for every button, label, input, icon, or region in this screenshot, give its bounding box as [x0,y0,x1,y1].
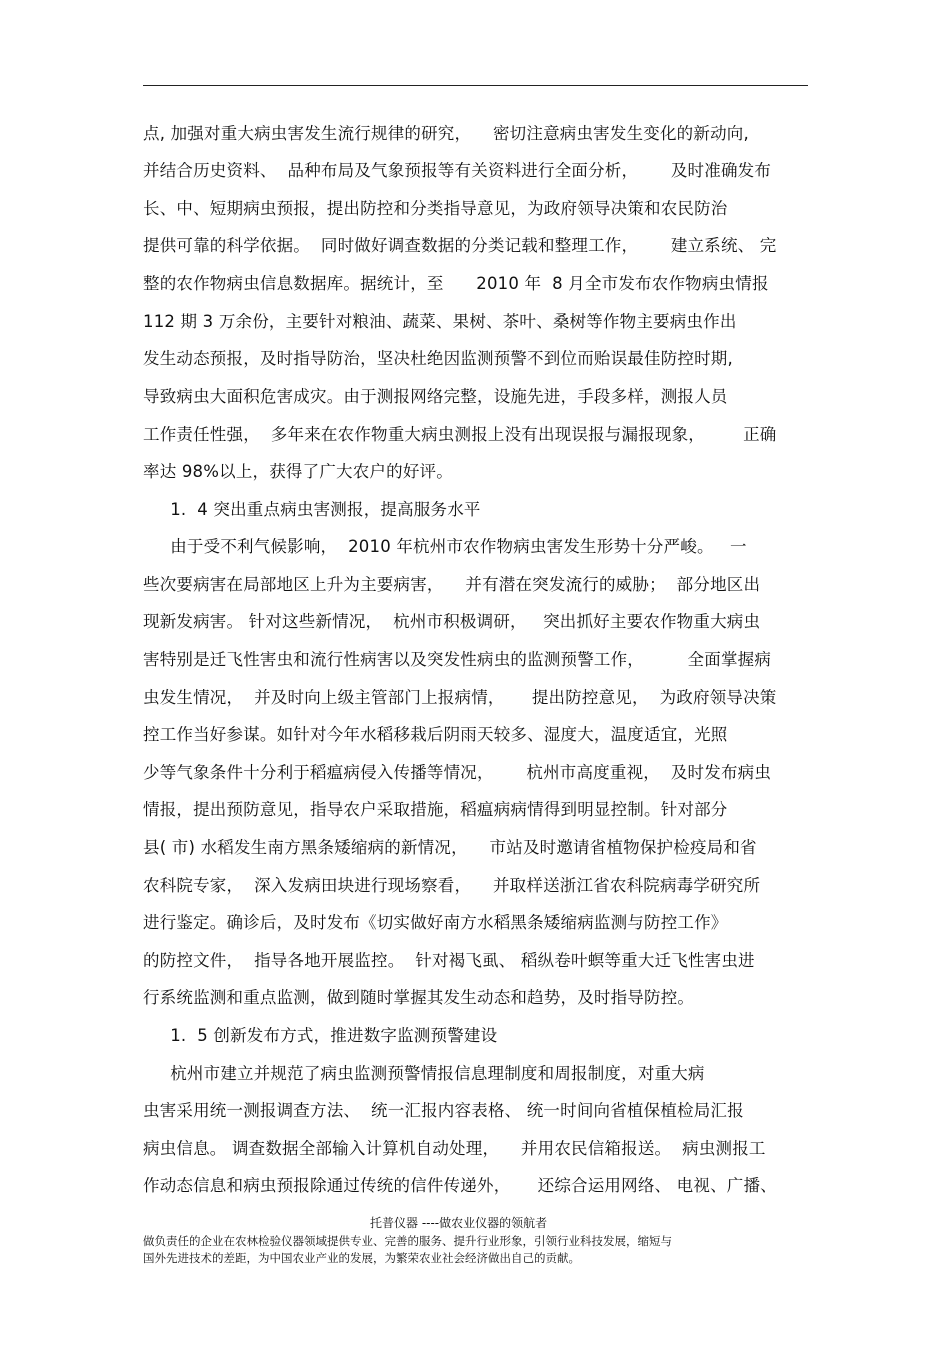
body-line: 农科院专家， 深入发病田块进行现场察看， 并取样送浙江省农科院病毒学研究所 [143,876,761,895]
body-line: 作动态信息和病虫预报除通过传统的信件传递外， 还综合运用网络、 电视、广播、 [143,1176,777,1195]
body-line: 整的农作物病虫信息数据库。据统计，至 2010 年 8 月全市发布农作物病虫情报 [143,274,769,293]
body-line: 病虫信息。 调查数据全部输入计算机自动处理， 并用农民信箱报送。 病虫测报工 [143,1139,766,1158]
body-line: 控工作当好参谋。如针对今年水稻移栽后阴雨天较多、湿度大，温度适宜，光照 [143,725,728,744]
body-line: 导致病虫大面积危害成灾。由于测报网络完整，设施先进，手段多样，测报人员 [143,387,728,406]
body-line: 率达 98%以上，获得了广大农户的好评。 [143,462,453,481]
header-rule [143,85,808,86]
body-line: 工作责任性强， 多年来在农作物重大病虫测报上没有出现误报与漏报现象， 正确 [143,425,777,444]
body-line: 并结合历史资料、 品种布局及气象预报等有关资料进行全面分析， 及时准确发布 [143,161,772,180]
footer-line: 国外先进技术的差距，为中国农业产业的发展，为繁荣农业社会经济做出自己的贡献。 [143,1251,580,1265]
body-line: 杭州市建立并规范了病虫监测预警情报信息理制度和周报制度，对重大病 [143,1064,705,1083]
body-line: 县( 市) 水稻发生南方黑条矮缩病的新情况， 市站及时邀请省植物保护检疫局和省 [143,838,757,857]
body-line: 提供可靠的科学依据。 同时做好调查数据的分类记载和整理工作， 建立系统、 完 [143,236,777,255]
body-line: 由于受不利气候影响， 2010 年杭州市农作物病虫害发生形势十分严峻。 一 [143,537,747,556]
body-line: 点, 加强对重大病虫害发生流行规律的研究， 密切注意病虫害发生变化的新动向, [143,124,749,143]
body-line: 发生动态预报，及时指导防治，坚决杜绝因监测预警不到位而贻误最佳防控时期, [143,349,733,368]
body-line: 进行鉴定。确诊后，及时发布《切实做好南方水稻黑条矮缩病监测与防控工作》 [143,913,728,932]
body-line: 112 期 3 万余份，主要针对粮油、蔬菜、果树、茶叶、桑树等作物主要病虫作出 [143,312,737,331]
body-line: 的防控文件， 指导各地开展监控。 针对褐飞虱、 稻纵卷叶螟等重大迁飞性害虫进 [143,951,755,970]
body-line: 虫害采用统一测报调查方法、 统一汇报内容表格、 统一时间向省植保植检局汇报 [143,1101,744,1120]
footer-line: 做负责任的企业在农林检验仪器领域提供专业、完善的服务、提升行业形象，引领行业科技发展，缩短与 [143,1234,672,1248]
body-line: 害特别是迁飞性害虫和流行性病害以及突发性病虫的监测预警工作， 全面掌握病 [143,650,772,669]
body-line: 些次要病害在局部地区上升为主要病害， 并有潜在突发流行的威胁； 部分地区出 [143,575,761,594]
section-heading: 1. 5 创新发布方式，推进数字监测预警建设 [143,1026,498,1045]
section-heading: 1. 4 突出重点病虫害测报，提高服务水平 [143,500,481,519]
body-line: 现新发病害。 针对这些新情况， 杭州市积极调研， 突出抓好主要农作物重大病虫 [143,612,761,631]
body-line: 少等气象条件十分利于稻瘟病侵入传播等情况， 杭州市高度重视， 及时发布病虫 [143,763,772,782]
footer-title: 托普仪器 ----做农业仪器的领航者 [370,1216,548,1230]
body-line: 长、中、短期病虫预报，提出防控和分类指导意见，为政府领导决策和农民防治 [143,199,728,218]
body-line: 行系统监测和重点监测，做到随时掌握其发生动态和趋势，及时指导防控。 [143,988,695,1007]
body-line: 虫发生情况， 并及时向上级主管部门上报病情， 提出防控意见， 为政府领导决策 [143,688,777,707]
body-line: 情报，提出预防意见，指导农户采取措施，稻瘟病病情得到明显控制。针对部分 [143,800,728,819]
